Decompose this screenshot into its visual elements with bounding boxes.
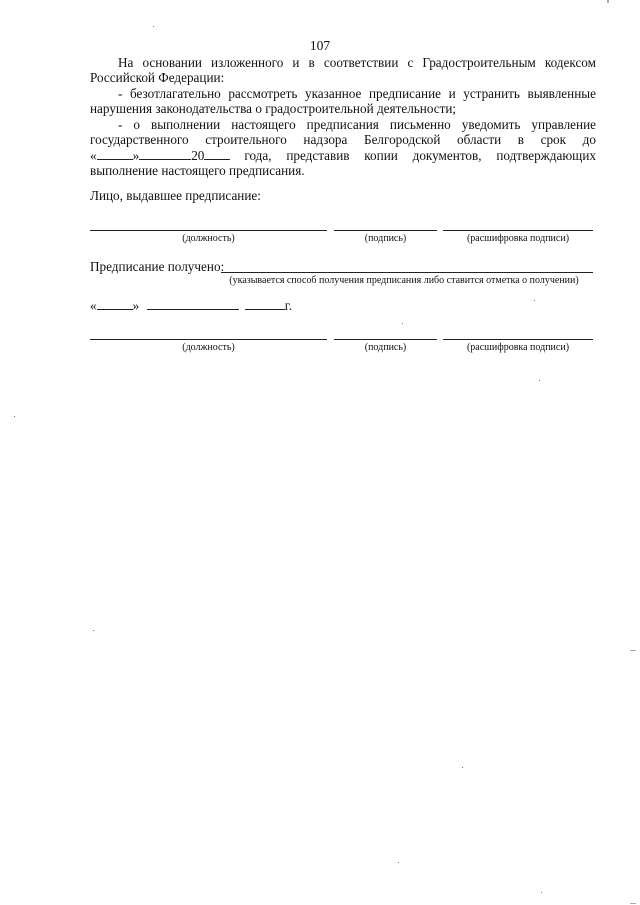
scan-speck	[398, 862, 399, 863]
day-blank[interactable]	[97, 148, 133, 160]
paragraph-line: государственного строительного надзора Белгородской области в срок до	[90, 132, 596, 148]
receiver-position-line[interactable]	[90, 339, 327, 340]
scan-artifact	[630, 903, 636, 904]
paragraph-line: - безотлагательно рассмотреть указанное предписание и устранить выявленные	[118, 86, 596, 101]
issuer-signature-caption: (подпись)	[364, 233, 407, 244]
paragraph-line: Российской Федерации:	[90, 70, 225, 86]
paragraph-line: - о выполнении настоящего предписания письменно уведомить управление	[118, 117, 596, 132]
scan-speck	[541, 892, 542, 893]
deadline-rest: года, представив копии документов, подтверждающих	[244, 147, 596, 163]
paragraph-review	[90, 86, 596, 117]
received-label: Предписание получено:	[90, 259, 225, 274]
close-quote: »	[132, 298, 140, 313]
received-method-caption: (указывается способ получения предписания либо ставится отметка о получении)	[229, 275, 579, 286]
scan-speck	[14, 416, 15, 417]
received-day-blank[interactable]	[97, 298, 133, 310]
issuer-signature-line[interactable]	[334, 230, 437, 231]
issuer-position-line[interactable]	[90, 230, 327, 231]
deadline-date	[90, 148, 230, 163]
scan-speck	[534, 300, 535, 301]
scan-speck	[93, 630, 94, 631]
issuer-label: Лицо, выдавшее предписание:	[90, 188, 261, 203]
paragraph-line: нарушения законодательства о градостроительной деятельности;	[90, 101, 457, 117]
open-quote: «	[90, 147, 97, 163]
receiver-decoding-line[interactable]	[443, 339, 593, 340]
receiver-signature-caption: (подпись)	[364, 342, 407, 353]
paragraph-line: На основании изложенного и в соответствии с Градостроительным кодексом	[118, 55, 596, 70]
received-method-line[interactable]	[221, 272, 593, 273]
page-number: 107	[309, 38, 331, 53]
scan-speck	[402, 323, 403, 324]
received-date	[90, 298, 292, 314]
year-blank[interactable]	[204, 148, 230, 160]
issuer-decoding-line[interactable]	[443, 230, 593, 231]
receiver-signature-line[interactable]	[334, 339, 437, 340]
deadline-line	[90, 148, 596, 163]
receiver-position-caption: (должность)	[182, 342, 235, 353]
issuer-decoding-caption: (расшифровка подписи)	[466, 233, 570, 244]
scan-artifact	[607, 0, 609, 3]
paragraph-line: выполнение настоящего предписания.	[90, 163, 305, 179]
paragraph-basis	[90, 55, 596, 86]
scan-artifact	[630, 650, 636, 651]
scan-speck	[153, 26, 154, 27]
received-year-blank[interactable]	[245, 298, 285, 310]
scan-speck	[462, 767, 463, 768]
received-month-blank[interactable]	[147, 298, 239, 310]
receiver-decoding-caption: (расшифровка подписи)	[466, 342, 570, 353]
open-quote: «	[90, 298, 97, 313]
close-quote: »	[132, 147, 140, 163]
year-prefix: 20	[191, 147, 205, 163]
scan-speck	[539, 380, 540, 381]
issuer-position-caption: (должность)	[182, 233, 235, 244]
paragraph-notify	[90, 117, 596, 179]
month-blank[interactable]	[139, 148, 191, 160]
year-suffix: г.	[284, 298, 292, 313]
